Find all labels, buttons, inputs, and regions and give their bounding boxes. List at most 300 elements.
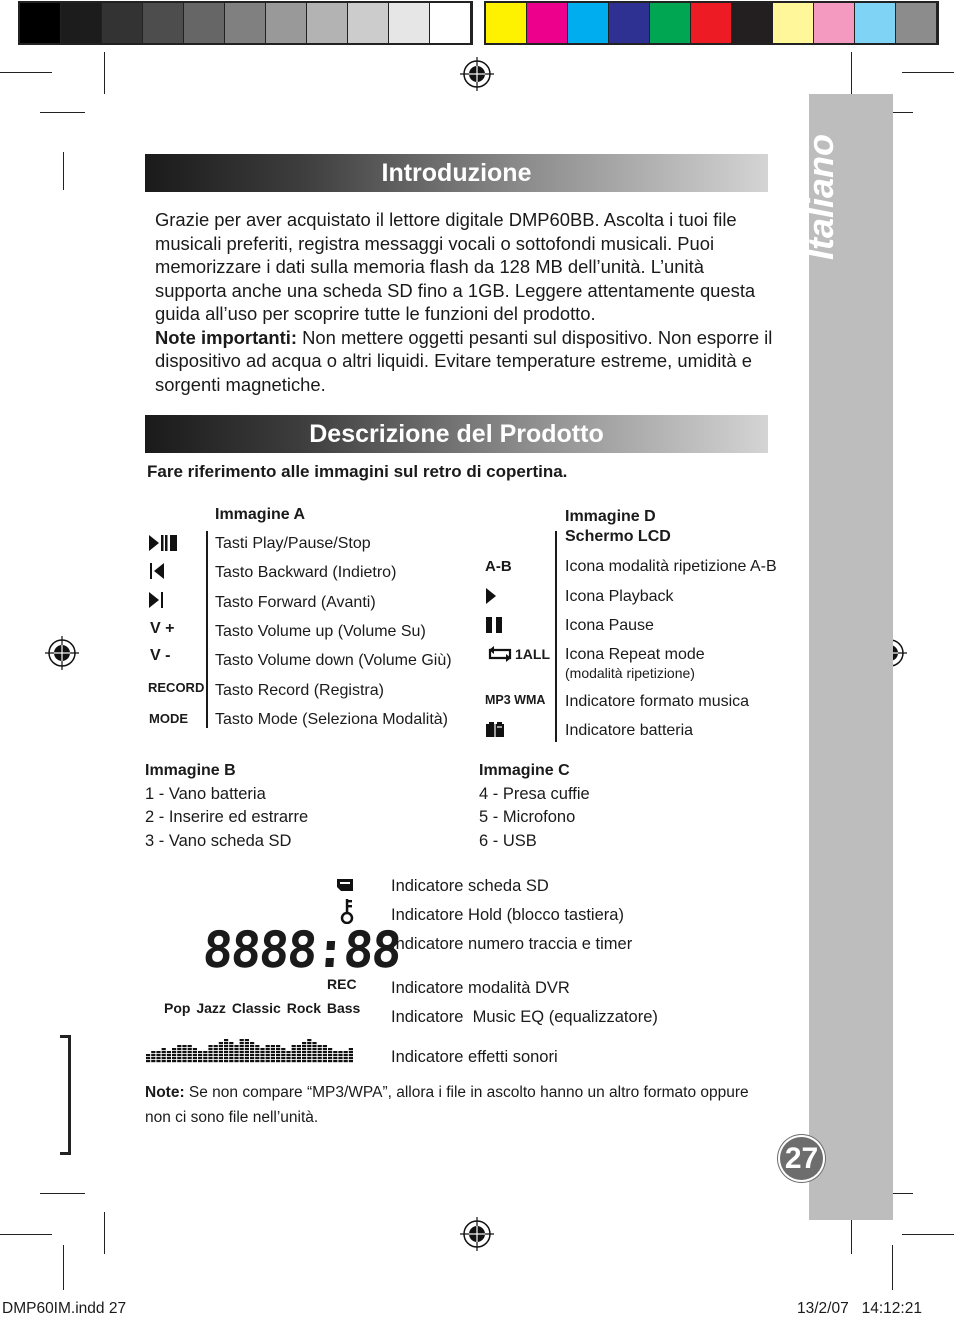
- eq-bar-segment: [349, 1054, 353, 1056]
- eq-bar-segment: [203, 1057, 207, 1059]
- image-b-item: 1 - Vano batteria: [145, 784, 266, 803]
- eq-bar-segment: [255, 1048, 259, 1050]
- eq-bar-segment: [193, 1051, 197, 1053]
- image-a-item-label: Tasto Volume up (Volume Su): [215, 623, 426, 640]
- eq-bar-segment: [292, 1048, 296, 1050]
- eq-bar-segment: [146, 1054, 150, 1056]
- intro-text: [155, 208, 775, 396]
- color-swatch: [855, 3, 896, 43]
- eq-bar-segment: [302, 1048, 306, 1050]
- ab-repeat-key: A-B: [485, 558, 512, 575]
- footnote-text: Se non compare “MP3/WPA”, allora i file in ascolto hanno un altro formato oppure non ci sono file nell’unità.: [145, 1084, 749, 1126]
- eq-bar-segment: [208, 1054, 212, 1056]
- fold-bracket: [60, 1152, 70, 1155]
- eq-bar-segment: [323, 1051, 327, 1053]
- eq-bar-segment: [198, 1051, 202, 1053]
- eq-bar-segment: [286, 1054, 290, 1056]
- crop-mark: [902, 72, 954, 73]
- image-c-block: [479, 759, 590, 853]
- image-a-item-label: Tasto Record (Registra): [215, 682, 384, 699]
- eq-bar-segment: [281, 1057, 285, 1059]
- product-heading: Descrizione del Prodotto: [145, 415, 768, 453]
- eq-bar-segment: [208, 1057, 212, 1059]
- page-number: 27: [780, 1137, 823, 1180]
- eq-bar-segment: [266, 1060, 270, 1062]
- eq-bar-segment: [245, 1057, 249, 1059]
- eq-bar-segment: [260, 1060, 264, 1062]
- eq-bar-segment: [266, 1051, 270, 1053]
- eq-bar-segment: [240, 1054, 244, 1056]
- eq-bar-segment: [245, 1045, 249, 1047]
- eq-bar-segment: [297, 1045, 301, 1047]
- eq-bar-segment: [224, 1051, 228, 1053]
- eq-bar-segment: [229, 1060, 233, 1062]
- eq-bar-segment: [151, 1060, 155, 1062]
- crop-mark: [0, 72, 52, 73]
- eq-bar-segment: [255, 1057, 259, 1059]
- eq-bar-segment: [260, 1054, 264, 1056]
- eq-bar-segment: [245, 1042, 249, 1044]
- eq-bar-segment: [292, 1054, 296, 1056]
- color-swatch: [266, 3, 307, 43]
- eq-bar-segment: [271, 1054, 275, 1056]
- eq-bar-segment: [167, 1060, 171, 1062]
- eq-bar-segment: [344, 1057, 348, 1059]
- eq-bar-segment: [198, 1057, 202, 1059]
- eq-bar-segment: [240, 1039, 244, 1041]
- eq-bar-segment: [312, 1060, 316, 1062]
- eq-bar-segment: [312, 1054, 316, 1056]
- eq-bar-segment: [286, 1057, 290, 1059]
- crop-mark: [892, 1245, 893, 1290]
- eq-bar-segment: [245, 1060, 249, 1062]
- image-d-item-label: Indicatore formato musica: [565, 693, 750, 710]
- image-d-item-sublabel: (modalità ripetizione): [565, 665, 695, 681]
- image-d-item-label: Indicatore batteria: [565, 722, 694, 739]
- color-swatch: [568, 3, 609, 43]
- eq-bar-segment: [318, 1045, 322, 1047]
- eq-bar-segment: [286, 1051, 290, 1053]
- eq-bar-segment: [151, 1057, 155, 1059]
- eq-bar-segment: [219, 1045, 223, 1047]
- eq-bar-segment: [182, 1054, 186, 1056]
- eq-bar-segment: [177, 1057, 181, 1059]
- eq-bar-segment: [302, 1060, 306, 1062]
- eq-bar-segment: [349, 1057, 353, 1059]
- crop-mark: [40, 1193, 85, 1194]
- registration-mark-icon: [460, 57, 494, 91]
- color-swatch: [527, 3, 568, 43]
- eq-bar-segment: [333, 1054, 337, 1056]
- eq-bar-segment: [188, 1045, 192, 1047]
- eq-bar-segment: [302, 1045, 306, 1047]
- lcd-digits: 8888:88: [200, 921, 402, 979]
- eq-bar-segment: [281, 1051, 285, 1053]
- eq-bar-segment: [172, 1057, 176, 1059]
- eq-bar-segment: [323, 1060, 327, 1062]
- eq-bar-segment: [338, 1060, 342, 1062]
- eq-rock: Rock: [286, 1000, 321, 1016]
- eq-bar-segment: [307, 1045, 311, 1047]
- eq-bar-segment: [240, 1048, 244, 1050]
- sd-card-icon: [336, 878, 354, 892]
- eq-bar-segment: [292, 1045, 296, 1047]
- eq-bar-segment: [260, 1051, 264, 1053]
- eq-bar-segment: [266, 1054, 270, 1056]
- eq-bar-segment: [245, 1054, 249, 1056]
- eq-bar-segment: [177, 1054, 181, 1056]
- format-key: MP3 WMA: [485, 693, 546, 707]
- eq-bar-segment: [292, 1057, 296, 1059]
- eq-bar-segment: [312, 1051, 316, 1053]
- eq-bar-segment: [328, 1060, 332, 1062]
- eq-bar-segment: [318, 1054, 322, 1056]
- eq-bar-segment: [219, 1042, 223, 1044]
- language-sidebar: [809, 94, 893, 1220]
- eq-bar-segment: [344, 1051, 348, 1053]
- image-b-block: [145, 759, 308, 853]
- eq-bar-segment: [208, 1048, 212, 1050]
- eq-bar-segment: [328, 1057, 332, 1059]
- eq-bar-segment: [245, 1048, 249, 1050]
- eq-bar-segment: [229, 1042, 233, 1044]
- color-swatch: [486, 3, 527, 43]
- eq-bar-segment: [203, 1051, 207, 1053]
- eq-bar-segment: [333, 1051, 337, 1053]
- eq-bar-segment: [208, 1051, 212, 1053]
- image-d-item-label: Icona modalità ripetizione A-B: [565, 558, 777, 575]
- important-note-label: Note importanti:: [155, 326, 298, 348]
- image-a-title: Immagine A: [215, 506, 306, 523]
- image-c-title: Immagine C: [479, 762, 570, 779]
- eq-bar-segment: [250, 1048, 254, 1050]
- eq-bar-segment: [234, 1045, 238, 1047]
- eq-bar-segment: [307, 1042, 311, 1044]
- lcd-illustration: [145, 873, 402, 1068]
- crop-mark: [0, 1234, 52, 1235]
- eq-bar-segment: [156, 1051, 160, 1053]
- eq-bar-segment: [219, 1060, 223, 1062]
- eq-bar-segment: [214, 1051, 218, 1053]
- eq-bar-segment: [302, 1057, 306, 1059]
- eq-bar-segment: [276, 1060, 280, 1062]
- eq-bar-segment: [250, 1042, 254, 1044]
- eq-pop: Pop: [164, 1000, 191, 1016]
- eq-bar-segment: [297, 1051, 301, 1053]
- image-a-item-label: Tasto Volume down (Volume Giù): [215, 652, 452, 669]
- backward-icon: [149, 562, 165, 580]
- eq-bar-segment: [250, 1060, 254, 1062]
- color-swatch: [773, 3, 814, 43]
- eq-bar-segment: [188, 1051, 192, 1053]
- eq-bar-segment: [208, 1060, 212, 1062]
- footnote: [145, 1080, 765, 1130]
- eq-labels: [164, 1000, 360, 1016]
- eq-bar-segment: [172, 1051, 176, 1053]
- eq-bar-segment: [328, 1048, 332, 1050]
- eq-bar-segment: [224, 1054, 228, 1056]
- eq-bar-segment: [312, 1045, 316, 1047]
- eq-bar-segment: [312, 1057, 316, 1059]
- eq-bar-segment: [198, 1060, 202, 1062]
- eq-bar-segment: [234, 1057, 238, 1059]
- eq-bar-segment: [146, 1057, 150, 1059]
- eq-bar-segment: [156, 1060, 160, 1062]
- fold-bracket: [68, 1035, 71, 1155]
- color-swatch: [691, 3, 732, 43]
- eq-bar-segment: [214, 1048, 218, 1050]
- image-b-item: 2 - Inserire ed estrarre: [145, 808, 309, 826]
- eq-bar-segment: [240, 1057, 244, 1059]
- eq-bar-segment: [167, 1051, 171, 1053]
- eq-bar-segment: [177, 1045, 181, 1047]
- eq-bar-segment: [182, 1051, 186, 1053]
- color-swatch: [61, 3, 102, 43]
- eq-bar-segment: [349, 1048, 353, 1050]
- image-d-item-label: Icona Pause: [565, 617, 654, 634]
- eq-bar-segment: [162, 1057, 166, 1059]
- volume-up-key: V +: [150, 620, 175, 637]
- eq-bar-segment: [318, 1060, 322, 1062]
- eq-bar-segment: [255, 1054, 259, 1056]
- eq-bar-segment: [302, 1054, 306, 1056]
- eq-bar-segment: [338, 1054, 342, 1056]
- color-swatch: [225, 3, 266, 43]
- eq-bar-segment: [297, 1048, 301, 1050]
- sound-effects-bars-icon: [146, 1033, 357, 1063]
- eq-bar-segment: [177, 1048, 181, 1050]
- rec-indicator: REC: [327, 976, 357, 992]
- image-d-item-label: Icona Playback: [565, 588, 674, 605]
- image-a-item-label: Tasto Backward (Indietro): [215, 564, 397, 581]
- color-swatch: [814, 3, 855, 43]
- image-b-item: 3 - Vano scheda SD: [145, 831, 292, 850]
- crop-mark: [104, 1212, 105, 1254]
- eq-bar-segment: [151, 1054, 155, 1056]
- eq-bar-segment: [182, 1060, 186, 1062]
- eq-bar-segment: [172, 1060, 176, 1062]
- eq-bar-segment: [307, 1060, 311, 1062]
- eq-bar-segment: [281, 1048, 285, 1050]
- registration-mark-icon: [460, 1217, 494, 1251]
- eq-bar-segment: [234, 1051, 238, 1053]
- eq-bar-segment: [323, 1045, 327, 1047]
- eq-bar-segment: [234, 1054, 238, 1056]
- eq-bar-segment: [167, 1054, 171, 1056]
- eq-bar-segment: [224, 1039, 228, 1041]
- eq-bar-segment: [250, 1051, 254, 1053]
- grayscale-bar: [18, 1, 473, 45]
- eq-bar-segment: [255, 1060, 259, 1062]
- eq-bar-segment: [234, 1060, 238, 1062]
- eq-bar-segment: [203, 1054, 207, 1056]
- color-swatch: [307, 3, 348, 43]
- color-swatch: [20, 3, 61, 43]
- eq-bar-segment: [312, 1042, 316, 1044]
- refer-text: Fare riferimento alle immagini sul retro di copertina.: [147, 462, 568, 481]
- eq-bar-segment: [224, 1048, 228, 1050]
- eq-bar-segment: [240, 1051, 244, 1053]
- eq-bar-segment: [349, 1051, 353, 1053]
- color-swatch: [430, 3, 471, 43]
- lcd-indicator: Indicatore effetti sonori: [391, 1048, 558, 1066]
- battery-icon: [485, 722, 507, 738]
- eq-bar-segment: [229, 1051, 233, 1053]
- image-a-divider: [206, 531, 208, 728]
- eq-bar-segment: [229, 1057, 233, 1059]
- footer-date: 13/2/07 14:12:21: [797, 1300, 922, 1317]
- eq-bar-segment: [224, 1060, 228, 1062]
- eq-bar-segment: [260, 1048, 264, 1050]
- eq-bar-segment: [281, 1060, 285, 1062]
- intro-paragraph: Grazie per aver acquistato il lettore digitale DMP60BB. Ascolta i tuoi file musicali preferiti, registra messaggi vocali o sottofondi musicali. Puoi memorizzare i dati sulla memoria flash da 128 MB dell’unità. L’unità supporta anche una scheda SD fino a 1GB. Leggere attentamente questa guida all’uso per scoprire tutte le funzioni del prodotto.: [155, 209, 756, 324]
- eq-bar-segment: [214, 1060, 218, 1062]
- eq-bar-segment: [250, 1057, 254, 1059]
- eq-bar-segment: [255, 1051, 259, 1053]
- eq-bar-segment: [198, 1054, 202, 1056]
- crop-mark: [40, 112, 85, 113]
- eq-bar-segment: [162, 1054, 166, 1056]
- crop-mark: [63, 1245, 64, 1290]
- eq-bar-segment: [297, 1060, 301, 1062]
- eq-bar-segment: [271, 1051, 275, 1053]
- eq-bar-segment: [302, 1051, 306, 1053]
- eq-bar-segment: [177, 1060, 181, 1062]
- important-note-text: Non mettere oggetti pesanti sul dispositivo. Non esporre il dispositivo ad acqua o altri liquidi. Evitare temperature estreme, umidità e sorgenti magnetiche.: [155, 326, 773, 395]
- eq-bar-segment: [193, 1054, 197, 1056]
- eq-bar-segment: [172, 1048, 176, 1050]
- eq-bar-segment: [328, 1054, 332, 1056]
- eq-bar-segment: [266, 1048, 270, 1050]
- eq-bar-segment: [344, 1060, 348, 1062]
- eq-bar-segment: [156, 1057, 160, 1059]
- eq-bar-segment: [338, 1051, 342, 1053]
- color-swatch: [650, 3, 691, 43]
- eq-bar-segment: [214, 1045, 218, 1047]
- crop-mark: [851, 52, 852, 94]
- eq-bar-segment: [224, 1057, 228, 1059]
- eq-bar-segment: [229, 1054, 233, 1056]
- lcd-indicator: Indicatore scheda SD: [391, 877, 549, 895]
- volume-down-key: V -: [150, 647, 171, 664]
- eq-bar-segment: [188, 1054, 192, 1056]
- eq-bar-segment: [188, 1057, 192, 1059]
- eq-bar-segment: [193, 1048, 197, 1050]
- eq-bar-segment: [266, 1045, 270, 1047]
- repeat-icon: [485, 645, 515, 663]
- eq-bar-segment: [271, 1060, 275, 1062]
- eq-bar-segment: [203, 1060, 207, 1062]
- eq-bass: Bass: [326, 1000, 361, 1016]
- color-swatch: [348, 3, 389, 43]
- eq-bar-segment: [302, 1042, 306, 1044]
- eq-bar-segment: [182, 1048, 186, 1050]
- playback-icon: [485, 587, 497, 605]
- crop-mark: [902, 1234, 954, 1235]
- eq-bar-segment: [188, 1060, 192, 1062]
- eq-bar-segment: [338, 1057, 342, 1059]
- eq-bar-segment: [318, 1051, 322, 1053]
- footnote-label: Note:: [145, 1084, 185, 1101]
- image-c-item: 6 - USB: [479, 831, 537, 850]
- image-d-subtitle: Schermo LCD: [565, 528, 671, 545]
- eq-classic: Classic: [231, 1000, 281, 1016]
- eq-jazz: Jazz: [196, 1000, 226, 1016]
- intro-heading: Introduzione: [145, 154, 768, 192]
- color-swatch: [184, 3, 225, 43]
- eq-bar-segment: [182, 1045, 186, 1047]
- eq-bar-segment: [318, 1048, 322, 1050]
- eq-bar-segment: [250, 1054, 254, 1056]
- eq-bar-segment: [214, 1054, 218, 1056]
- eq-bar-segment: [292, 1060, 296, 1062]
- color-bar: [484, 1, 939, 45]
- registration-mark-icon: [45, 636, 79, 670]
- eq-bar-segment: [276, 1045, 280, 1047]
- fold-bracket: [60, 1035, 70, 1038]
- eq-bar-segment: [229, 1048, 233, 1050]
- color-swatch: [896, 3, 937, 43]
- eq-bar-segment: [240, 1060, 244, 1062]
- play-pause-stop-icon: [148, 534, 178, 552]
- image-b-title: Immagine B: [145, 762, 236, 779]
- lcd-indicator: Indicatore numero traccia e timer: [391, 935, 633, 953]
- crop-mark: [104, 52, 105, 94]
- lcd-indicator: Indicatore modalità DVR: [391, 979, 570, 997]
- eq-bar-segment: [245, 1051, 249, 1053]
- record-key: RECORD: [148, 680, 205, 695]
- eq-bar-segment: [292, 1051, 296, 1053]
- eq-bar-segment: [208, 1045, 212, 1047]
- eq-bar-segment: [167, 1057, 171, 1059]
- eq-bar-segment: [323, 1048, 327, 1050]
- eq-bar-segment: [214, 1057, 218, 1059]
- image-d-title: Immagine D: [565, 508, 656, 525]
- color-swatch: [389, 3, 430, 43]
- eq-bar-segment: [281, 1054, 285, 1056]
- eq-bar-segment: [333, 1057, 337, 1059]
- repeat-all-key: 1ALL: [515, 646, 550, 662]
- eq-bar-segment: [172, 1054, 176, 1056]
- language-label: Italiano: [800, 133, 841, 260]
- eq-bar-segment: [266, 1057, 270, 1059]
- eq-bar-segment: [245, 1039, 249, 1041]
- color-swatch: [102, 3, 143, 43]
- eq-bar-segment: [224, 1045, 228, 1047]
- eq-bar-segment: [333, 1060, 337, 1062]
- image-d-divider: [555, 531, 557, 742]
- eq-bar-segment: [318, 1057, 322, 1059]
- lcd-indicator: Indicatore Hold (blocco tastiera): [391, 906, 624, 924]
- eq-bar-segment: [297, 1054, 301, 1056]
- eq-bar-segment: [240, 1045, 244, 1047]
- eq-bar-segment: [307, 1048, 311, 1050]
- eq-bar-segment: [219, 1048, 223, 1050]
- lcd-indicator: Indicatore Music EQ (equalizzatore): [391, 1008, 658, 1026]
- eq-bar-segment: [323, 1057, 327, 1059]
- eq-bar-segment: [307, 1054, 311, 1056]
- eq-bar-segment: [177, 1051, 181, 1053]
- mode-key: MODE: [149, 711, 188, 726]
- eq-bar-segment: [162, 1051, 166, 1053]
- eq-bar-segment: [240, 1042, 244, 1044]
- footer-file: DMP60IM.indd 27: [2, 1300, 127, 1317]
- eq-bar-segment: [276, 1051, 280, 1053]
- eq-bar-segment: [349, 1060, 353, 1062]
- eq-bar-segment: [224, 1042, 228, 1044]
- eq-bar-segment: [260, 1057, 264, 1059]
- eq-bar-segment: [156, 1054, 160, 1056]
